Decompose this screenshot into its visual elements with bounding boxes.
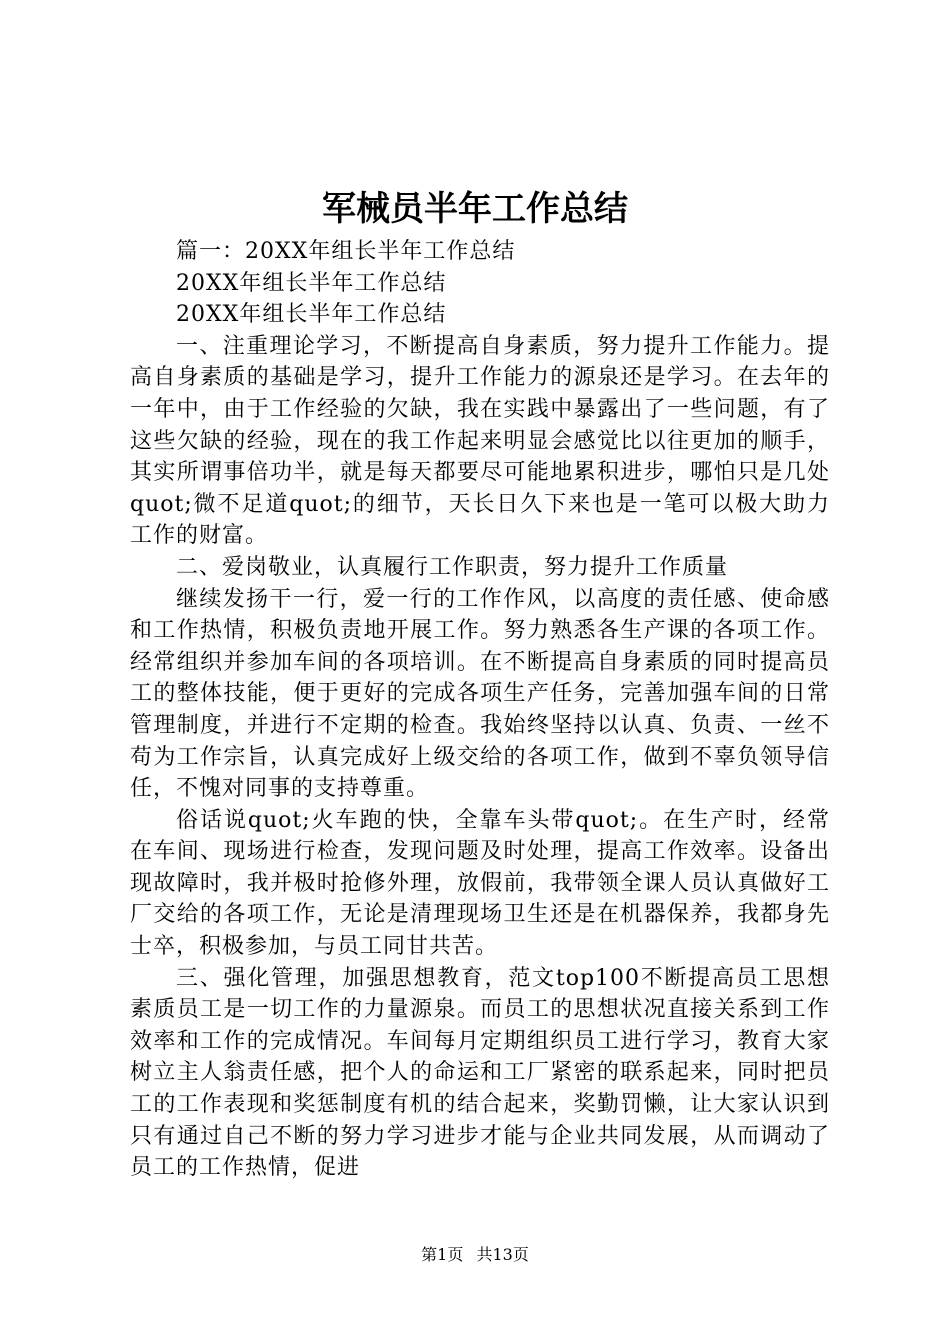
document-body-clip [130, 236, 840, 1186]
page-number: 第1页 [421, 1245, 464, 1264]
document-body [130, 236, 830, 1184]
paragraph: 三、强化管理，加强思想教育，范文top100不断提高员工思想素质员工是一切工作的力量源泉。而员工的思想状况直接关系到工作效率和工作的完成情况。车间每月定期组织员工进行学习，教育大家树立主人翁责任感，把个人的命运和工厂紧密的联系起来，同时把员工的工作表现和奖惩制度有机的结合起来，奖勤罚懒，让大家认识到只有通过自己不断的努力学习进步才能与企业共同发展，从而调动了员工的工作热情，促进 [130, 965, 830, 1181]
paragraph: 俗话说quot;火车跑的快，全靠车头带quot;。在生产时，经常在车间、现场进行检查，发现问题及时处理，提高工作效率。设备出现故障时，我并极时抢修外理，放假前，我带领全课人员认真做好工厂交给的各项工作，无论是清理现场卫生还是在机器保养，我都身先士卒，积极参加，与员工同甘共苦。 [130, 807, 830, 960]
paragraph: 篇一：20XX年组长半年工作总结 [176, 239, 516, 264]
page-total: 共13页 [476, 1245, 529, 1264]
paragraph: 一、注重理论学习，不断提高自身素质，努力提升工作能力。提高自身素质的基础是学习，提升工作能力的源泉还是学习。在去年的一年中，由于工作经验的欠缺，我在实践中暴露出了一些问题，有了这些欠缺的经验，现在的我工作起来明显会感觉比以往更加的顺手，其实所谓事倍功半，就是每天都要尽可能地累积进步，哪怕只是几处quot;微不足道quot;的细节，天长日久下来也是一笔可以极大助力工作的财富。 [130, 333, 830, 549]
paragraph: 二、爱岗敬业，认真履行工作职责，努力提升工作质量 [176, 554, 729, 580]
page-footer [0, 1242, 950, 1265]
document-title: 军械员半年工作总结 [322, 189, 628, 229]
paragraph: 20XX年组长半年工作总结 [176, 270, 447, 296]
paragraph: 继续发扬干一行，爱一行的工作作风，以高度的责任感、使命感和工作热情，积极负责地开展工作。努力熟悉各生产课的各项工作。经常组织并参加车间的各项培训。在不断提高自身素质的同时提高员工的整体技能，便于更好的完成各项生产任务，完善加强车间的日常管理制度，并进行不定期的检查。我始终坚持以认真、负责、一丝不苟为工作宗旨，认真完成好上级交给的各项工作，做到不辜负领导信任，不愧对同事的支持尊重。 [130, 586, 830, 802]
paragraph: 20XX年组长半年工作总结 [176, 302, 447, 328]
